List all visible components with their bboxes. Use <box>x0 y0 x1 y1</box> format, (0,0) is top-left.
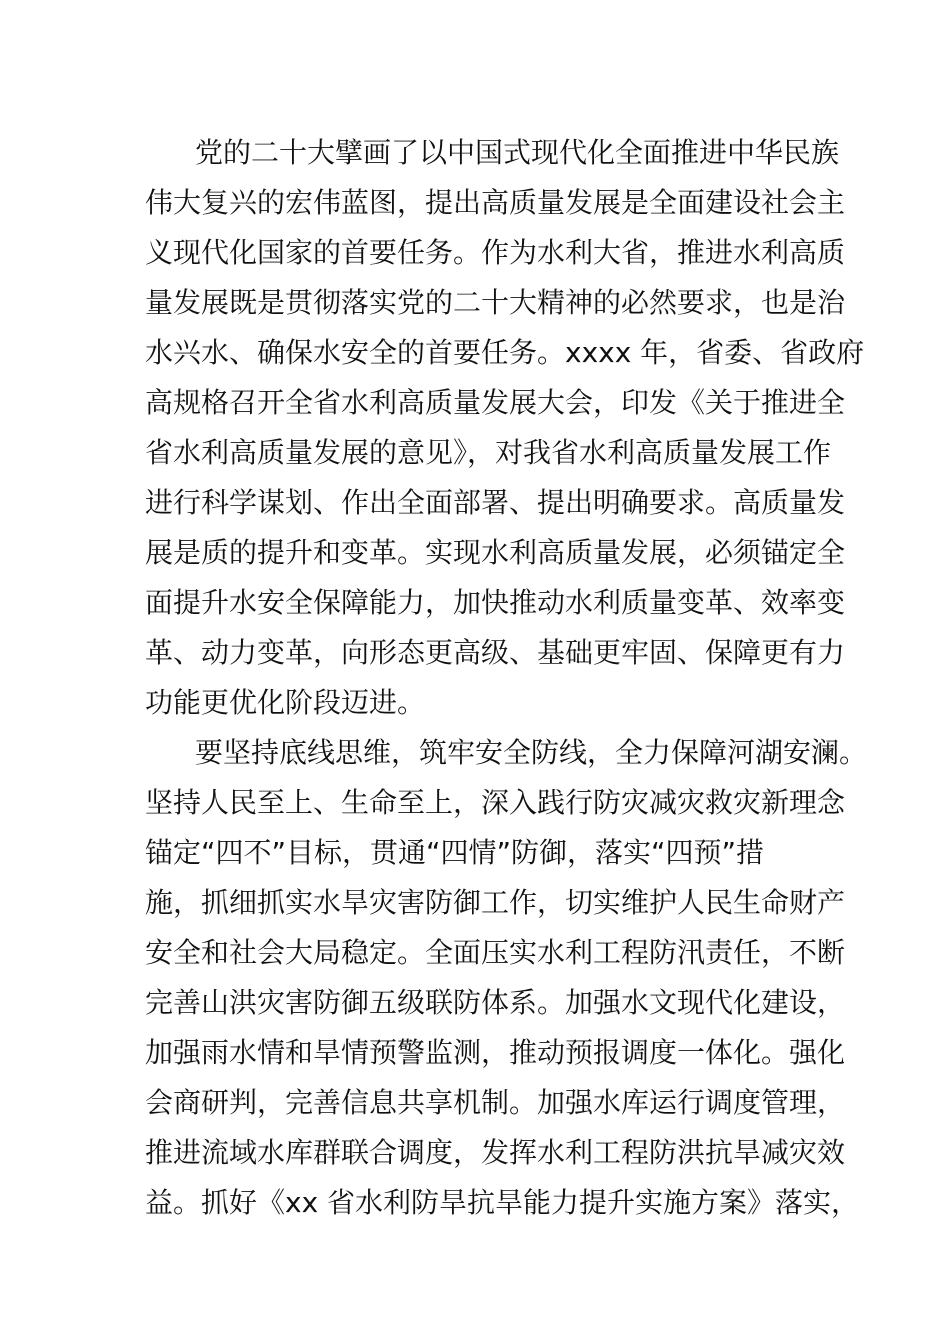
text-line: 功能更优化阶段迈进。 <box>145 686 426 719</box>
text-line: 进行科学谋划、作出全面部署、提出明确要求。高质量发 <box>145 486 846 519</box>
text-line: 量发展既是贯彻落实党的二十大精神的必然要求，也是治 <box>145 286 846 319</box>
text-line: 坚持人民至上、生命至上，深入践行防灾减灾救灾新理念 <box>145 786 846 819</box>
text-line: 完善山洪灾害防御五级联防体系。加强水文现代化建设， <box>145 986 846 1019</box>
text-line: 展是质的提升和变革。实现水利高质量发展，必须锚定全 <box>145 536 846 569</box>
text-line: 革、动力变革，向形态更高级、基础更牢固、保障更有力 <box>145 636 846 669</box>
text-line: 党的二十大擘画了以中国式现代化全面推进中华民族 <box>195 136 840 169</box>
text-line: 锚定“四不”目标，贯通“四情”防御，落实“四预”措 <box>145 836 765 869</box>
document-body <box>145 128 868 1228</box>
text-line: 伟大复兴的宏伟蓝图，提出高质量发展是全面建设社会主 <box>145 186 846 219</box>
text-line: 益。抓好《xx 省水利防旱抗旱能力提升实施方案》落实， <box>145 1186 860 1219</box>
text-line: 高规格召开全省水利高质量发展大会，印发《关于推进全 <box>145 386 846 419</box>
text-line: 省水利高质量发展的意见》，对我省水利高质量发展工作 <box>145 436 832 469</box>
paragraph-2 <box>145 728 868 1228</box>
text-line: 推进流域水库群联合调度，发挥水利工程防洪抗旱减灾效 <box>145 1136 846 1169</box>
text-line: 水兴水、确保水安全的首要任务。xxxx 年，省委、省政府 <box>145 336 865 369</box>
text-line: 安全和社会大局稳定。全面压实水利工程防汛责任，不断 <box>145 936 846 969</box>
text-line: 义现代化国家的首要任务。作为水利大省，推进水利高质 <box>145 236 846 269</box>
text-line: 面提升水安全保障能力，加快推动水利质量变革、效率变 <box>145 586 846 619</box>
text-line: 要坚持底线思维，筑牢安全防线，全力保障河湖安澜。 <box>195 736 868 769</box>
text-line: 加强雨水情和旱情预警监测，推动预报调度一体化。强化 <box>145 1036 846 1069</box>
text-line: 会商研判，完善信息共享机制。加强水库运行调度管理， <box>145 1086 846 1119</box>
paragraph-1 <box>145 128 865 728</box>
text-line: 施，抓细抓实水旱灾害防御工作，切实维护人民生命财产 <box>145 886 846 919</box>
